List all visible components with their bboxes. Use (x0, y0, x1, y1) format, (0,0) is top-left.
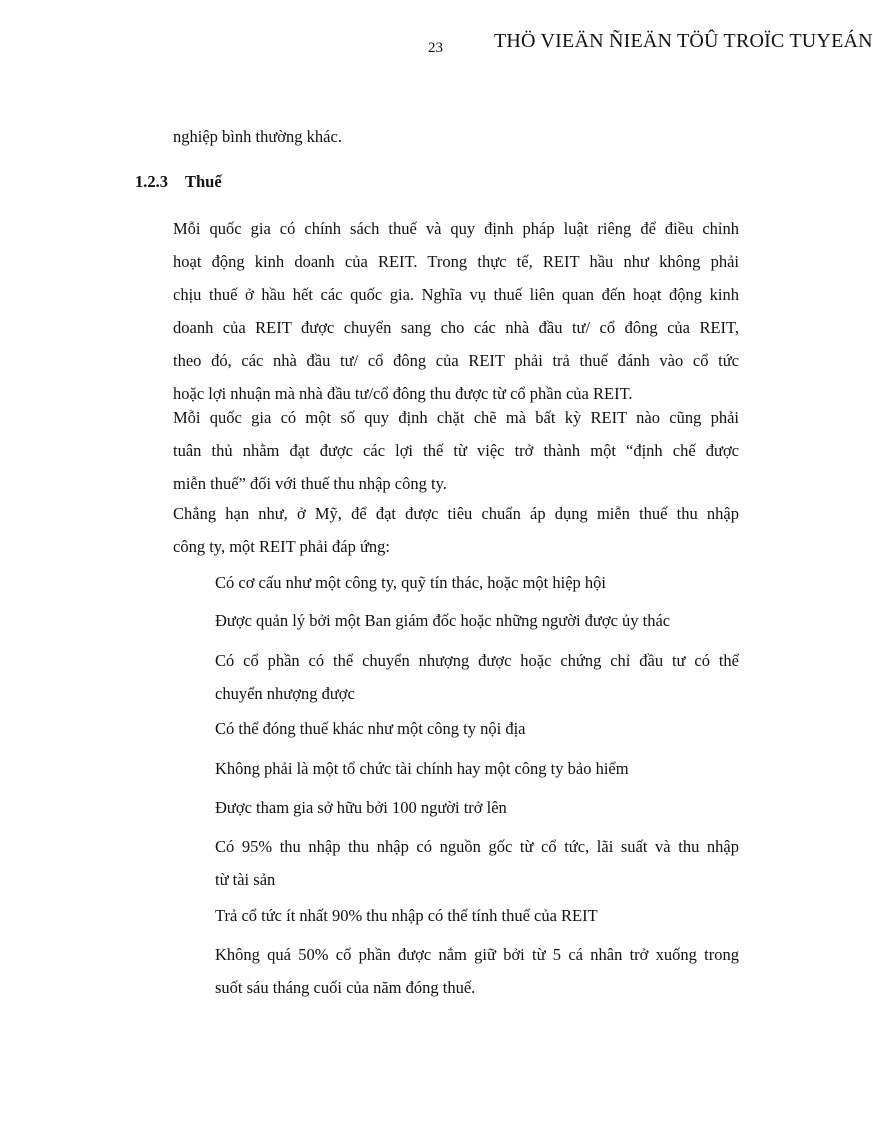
text-line: chịu thuế ở hầu hết các quốc gia. Nghĩa vụ thuế liên quan đến hoạt động kinh (173, 285, 739, 304)
list-item (215, 899, 739, 932)
text-line: Được quản lý bởi một Ban giám đốc hoặc những người được ủy thác (215, 611, 671, 630)
text-line: Không quá 50% cổ phần được nắm giữ bởi từ 5 cá nhân trở xuống trong (215, 945, 739, 964)
header-watermark: THÖ VIEÄN ÑIEÄN TÖÛ TROÏC TUYEÁN (494, 30, 873, 52)
text-line: Chẳng hạn như, ở Mỹ, để đạt được tiêu chuẩn áp dụng miễn thuế thu nhập (173, 504, 739, 523)
text-line: hoặc lợi nhuận mà nhà đầu tư/cổ đông thu được từ cổ phần của REIT. (173, 384, 633, 403)
page-header (0, 30, 873, 64)
text-line: nghiệp bình thường khác. (173, 127, 342, 146)
text-line: suốt sáu tháng cuối của năm đóng thuế. (215, 978, 476, 997)
text-line: Mỗi quốc gia có chính sách thuế và quy định pháp luật riêng để điều chỉnh (173, 219, 739, 238)
text-line: Mỗi quốc gia có một số quy định chặt chẽ mà bất kỳ REIT nào cũng phải (173, 408, 739, 427)
section-number: 1.2.3 (135, 172, 168, 191)
text-line: công ty, một REIT phải đáp ứng: (173, 537, 390, 556)
text-line: chuyển nhượng được (215, 684, 355, 703)
text-line: Có 95% thu nhập thu nhập có nguồn gốc từ cổ tức, lãi suất và thu nhập (215, 837, 739, 856)
text-line: tuân thủ nhằm đạt được các lợi thế từ việc trở thành một “định chế được (173, 441, 739, 460)
list-item (215, 604, 739, 637)
list-item (215, 644, 739, 710)
page-number: 23 (428, 40, 443, 56)
text-line: Có thể đóng thuế khác như một công ty nội địa (215, 719, 526, 738)
text-line: Trả cổ tức ít nhất 90% thu nhập có thể tính thuế của REIT (215, 906, 598, 925)
list-item (215, 830, 739, 896)
intro-line (173, 120, 739, 153)
paragraph-3 (173, 497, 739, 563)
text-line: Có cổ phần có thể chuyển nhượng được hoặc chứng chỉ đầu tư có thể (215, 651, 739, 670)
paragraph-2 (173, 401, 739, 500)
text-line: từ tài sản (215, 870, 276, 889)
list-item (215, 712, 739, 745)
text-line: miễn thuế” đối với thuế thu nhập công ty. (173, 474, 447, 493)
section-title: Thuế (185, 172, 222, 191)
text-line: Được tham gia sở hữu bởi 100 người trở lên (215, 798, 507, 817)
list-item (215, 752, 739, 785)
text-line: Có cơ cấu như một công ty, quỹ tín thác, hoặc một hiệp hội (215, 573, 606, 592)
section-heading (135, 172, 222, 192)
text-line: hoạt động kinh doanh của REIT. Trong thực tế, REIT hầu như không phải (173, 252, 739, 271)
list-item (215, 566, 739, 599)
paragraph-1 (173, 212, 739, 410)
list-item (215, 791, 739, 824)
text-line: theo đó, các nhà đầu tư/ cổ đông của REIT phải trả thuế đánh vào cổ tức (173, 351, 739, 370)
list-item (215, 938, 739, 1004)
text-line: doanh của REIT được chuyển sang cho các nhà đầu tư/ cổ đông của REIT, (173, 318, 739, 337)
text-line: Không phải là một tổ chức tài chính hay một công ty bảo hiểm (215, 759, 629, 778)
